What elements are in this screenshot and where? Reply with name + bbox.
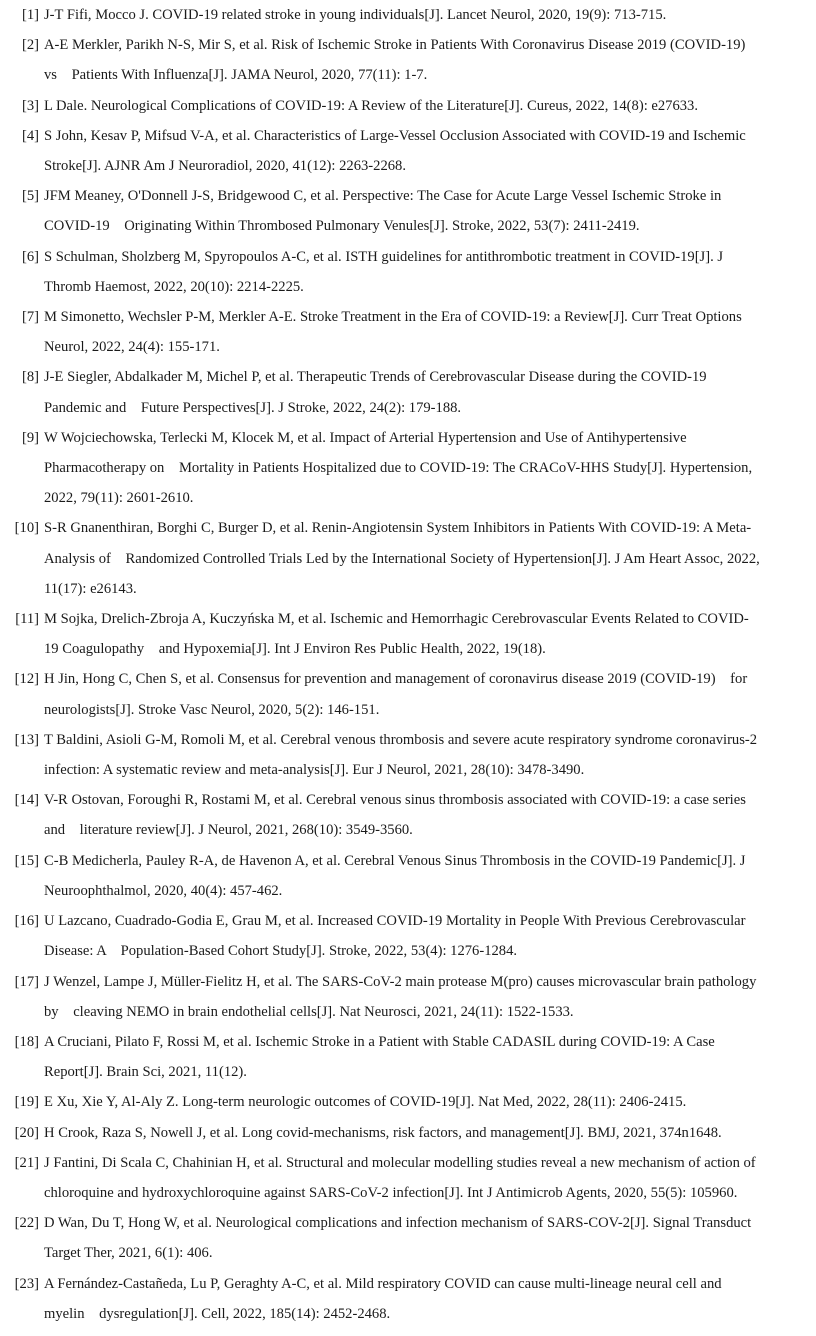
reference-text — [44, 1208, 816, 1268]
reference-item — [0, 1208, 816, 1268]
reference-text — [44, 0, 816, 30]
reference-item — [0, 1269, 816, 1329]
reference-text — [44, 1087, 816, 1117]
reference-number: [23] — [14, 1275, 39, 1292]
reference-line: A-E Merkler, Parikh N-S, Mir S, et al. Risk of Ischemic Stroke in Patients With Coronavirus Disease 2019 (COVID-19) — [44, 37, 746, 54]
reference-item — [0, 362, 816, 422]
reference-line: 19 Coagulopathy and Hypoxemia[J]. Int J Environ Res Public Health, 2022, 19(18). — [44, 641, 546, 658]
reference-number: [21] — [14, 1154, 39, 1171]
reference-line: D Wan, Du T, Hong W, et al. Neurological complications and infection mechanism of SARS-COV-2[J]. Signal Transduct — [44, 1215, 752, 1232]
reference-text — [44, 1027, 816, 1087]
reference-text — [44, 423, 816, 514]
reference-number: [18] — [14, 1033, 39, 1050]
reference-text — [44, 1118, 816, 1148]
reference-item — [0, 0, 816, 30]
reference-text — [44, 1269, 816, 1329]
reference-number: [10] — [14, 520, 39, 537]
reference-number: [9] — [21, 429, 39, 446]
reference-line: Thromb Haemost, 2022, 20(10): 2214-2225. — [44, 278, 304, 295]
reference-number: [7] — [21, 309, 39, 326]
reference-line: neurologists[J]. Stroke Vasc Neurol, 2020, 5(2): 146-151. — [44, 701, 380, 718]
reference-item — [0, 423, 816, 514]
reference-item — [0, 785, 816, 845]
reference-item — [0, 967, 816, 1027]
reference-line: A Fernández-Castañeda, Lu P, Geraghty A-C, et al. Mild respiratory COVID can cause multi-lineage neural cell and — [44, 1275, 722, 1292]
reference-text — [44, 725, 816, 785]
reference-line: L Dale. Neurological Complications of COVID-19: A Review of the Literature[J]. Cureus, 2022, 14(8): e27633. — [44, 97, 699, 114]
reference-item — [0, 725, 816, 785]
reference-item — [0, 121, 816, 181]
reference-item — [0, 1027, 816, 1087]
reference-text — [44, 91, 816, 121]
reference-item — [0, 1118, 816, 1148]
reference-line: Disease: A Population-Based Cohort Study[J]. Stroke, 2022, 53(4): 1276-1284. — [44, 943, 518, 960]
reference-line: J-E Siegler, Abdalkader M, Michel P, et al. Therapeutic Trends of Cerebrovascular Disease during the COVID-19 — [44, 369, 707, 386]
reference-item — [0, 906, 816, 966]
reference-line: 2022, 79(11): 2601-2610. — [44, 490, 194, 507]
reference-line: Pharmacotherapy on Mortality in Patients Hospitalized due to COVID-19: The CRACoV-HHS Study[J]. Hypertension, — [44, 460, 753, 477]
reference-text — [44, 30, 816, 90]
reference-line: A Cruciani, Pilato F, Rossi M, et al. Ischemic Stroke in a Patient with Stable CADASIL during COVID-19: A Case — [44, 1033, 715, 1050]
reference-text — [44, 242, 816, 302]
reference-line: and literature review[J]. J Neurol, 2021, 268(10): 3549-3560. — [44, 822, 413, 839]
reference-line: vs Patients With Influenza[J]. JAMA Neurol, 2020, 77(11): 1-7. — [44, 67, 428, 84]
reference-text — [44, 967, 816, 1027]
reference-line: H Jin, Hong C, Chen S, et al. Consensus for prevention and management of coronavirus disease 2019 (COVID-19) for — [44, 671, 748, 688]
reference-line: Pandemic and Future Perspectives[J]. J Stroke, 2022, 24(2): 179-188. — [44, 399, 462, 416]
reference-item — [0, 91, 816, 121]
reference-item — [0, 664, 816, 724]
reference-line: J Fantini, Di Scala C, Chahinian H, et al. Structural and molecular modelling studies reveal a new mechanism of action of — [44, 1154, 756, 1171]
reference-text — [44, 664, 816, 724]
reference-number: [2] — [21, 37, 39, 54]
reference-line: Analysis of Randomized Controlled Trials Led by the International Society of Hypertension[J]. J Am Heart Assoc, 2022, — [44, 550, 760, 567]
reference-text — [44, 1148, 816, 1208]
reference-line: J-T Fifi, Mocco J. COVID-19 related stroke in young individuals[J]. Lancet Neurol, 2020, 19(9): 713-715. — [44, 7, 667, 23]
reference-text — [44, 785, 816, 845]
reference-line: C-B Medicherla, Pauley R-A, de Havenon A, et al. Cerebral Venous Sinus Thrombosis in the COVID-19 Pandemic[J]. J — [44, 852, 746, 869]
reference-number: [11] — [15, 611, 39, 628]
reference-line: Report[J]. Brain Sci, 2021, 11(12). — [44, 1064, 247, 1081]
reference-line: E Xu, Xie Y, Al-Aly Z. Long-term neurologic outcomes of COVID-19[J]. Nat Med, 2022, 28(11): 2406-2415. — [44, 1094, 687, 1111]
reference-line: 11(17): e26143. — [44, 580, 137, 597]
reference-line: T Baldini, Asioli G-M, Romoli M, et al. Cerebral venous thrombosis and severe acute respiratory syndrome coronavirus-2 — [44, 731, 758, 748]
reference-number: [3] — [21, 97, 39, 114]
reference-item — [0, 302, 816, 362]
reference-item — [0, 846, 816, 906]
reference-number: [12] — [14, 671, 39, 688]
reference-line: myelin dysregulation[J]. Cell, 2022, 185(14): 2452-2468. — [44, 1305, 391, 1322]
reference-line: S-R Gnanenthiran, Borghi C, Burger D, et al. Renin-Angiotensin System Inhibitors in Patients With COVID-19: A Meta- — [44, 520, 752, 537]
reference-number: [6] — [21, 248, 39, 265]
reference-line: Neuroophthalmol, 2020, 40(4): 457-462. — [44, 882, 283, 899]
reference-number: [1] — [21, 7, 39, 23]
reference-line: M Simonetto, Wechsler P-M, Merkler A-E. Stroke Treatment in the Era of COVID-19: a Review[J]. Curr Treat Options — [44, 309, 742, 326]
reference-line: U Lazcano, Cuadrado-Godia E, Grau M, et al. Increased COVID-19 Mortality in People With Previous Cerebrovascular — [44, 913, 746, 930]
reference-number: [20] — [14, 1124, 39, 1141]
reference-text — [44, 513, 816, 604]
reference-number: [16] — [14, 913, 39, 930]
reference-number: [5] — [21, 188, 39, 205]
reference-item — [0, 604, 816, 664]
reference-line: Target Ther, 2021, 6(1): 406. — [44, 1245, 213, 1262]
reference-line: JFM Meaney, O'Donnell J-S, Bridgewood C, et al. Perspective: The Case for Acute Large Vessel Ischemic Stroke in — [44, 188, 722, 205]
reference-line: H Crook, Raza S, Nowell J, et al. Long covid-mechanisms, risk factors, and management[J]. BMJ, 2021, 374n1648. — [44, 1124, 722, 1141]
reference-text — [44, 604, 816, 664]
reference-line: infection: A systematic review and meta-analysis[J]. Eur J Neurol, 2021, 28(10): 3478-3490. — [44, 762, 585, 779]
reference-text — [44, 906, 816, 966]
reference-line: S Schulman, Sholzberg M, Spyropoulos A-C, et al. ISTH guidelines for antithrombotic treatment in COVID-19[J]. J — [44, 248, 724, 265]
reference-number: [13] — [14, 731, 39, 748]
reference-number: [15] — [14, 852, 39, 869]
reference-text — [44, 181, 816, 241]
reference-item — [0, 513, 816, 604]
reference-line: by cleaving NEMO in brain endothelial cells[J]. Nat Neurosci, 2021, 24(11): 1522-1533. — [44, 1003, 574, 1020]
reference-text — [44, 362, 816, 422]
reference-item — [0, 1087, 816, 1117]
reference-line: V-R Ostovan, Foroughi R, Rostami M, et al. Cerebral venous sinus thrombosis associated with COVID-19: a case series — [44, 792, 746, 809]
reference-line: Stroke[J]. AJNR Am J Neuroradiol, 2020, 41(12): 2263-2268. — [44, 158, 406, 175]
reference-number: [22] — [14, 1215, 39, 1232]
reference-item — [0, 181, 816, 241]
reference-line: chloroquine and hydroxychloroquine against SARS-CoV-2 infection[J]. Int J Antimicrob Agents, 2020, 55(5): 105960. — [44, 1184, 738, 1201]
reference-line: COVID-19 Originating Within Thrombosed Pulmonary Venules[J]. Stroke, 2022, 53(7): 2411-2419. — [44, 218, 640, 235]
reference-text — [44, 302, 816, 362]
reference-item — [0, 242, 816, 302]
reference-item — [0, 30, 816, 90]
reference-item — [0, 1148, 816, 1208]
reference-number: [4] — [21, 127, 39, 144]
reference-line: Neurol, 2022, 24(4): 155-171. — [44, 339, 220, 356]
reference-line: W Wojciechowska, Terlecki M, Klocek M, et al. Impact of Arterial Hypertension and Use of Antihypertensive — [44, 429, 687, 446]
reference-number: [19] — [14, 1094, 39, 1111]
reference-line: M Sojka, Drelich-Zbroja A, Kuczyńska M, et al. Ischemic and Hemorrhagic Cerebrovascular Events Related to COVID- — [44, 611, 749, 628]
reference-number: [14] — [14, 792, 39, 809]
reference-number: [17] — [14, 973, 39, 990]
reference-number: [8] — [21, 369, 39, 386]
reference-line: J Wenzel, Lampe J, Müller-Fielitz H, et al. The SARS-CoV-2 main protease M(pro) causes microvascular brain pathology — [44, 973, 757, 990]
reference-text — [44, 846, 816, 906]
reference-line: S John, Kesav P, Mifsud V-A, et al. Characteristics of Large-Vessel Occlusion Associated with COVID-19 and Ischemic — [44, 127, 746, 144]
reference-text — [44, 121, 816, 181]
